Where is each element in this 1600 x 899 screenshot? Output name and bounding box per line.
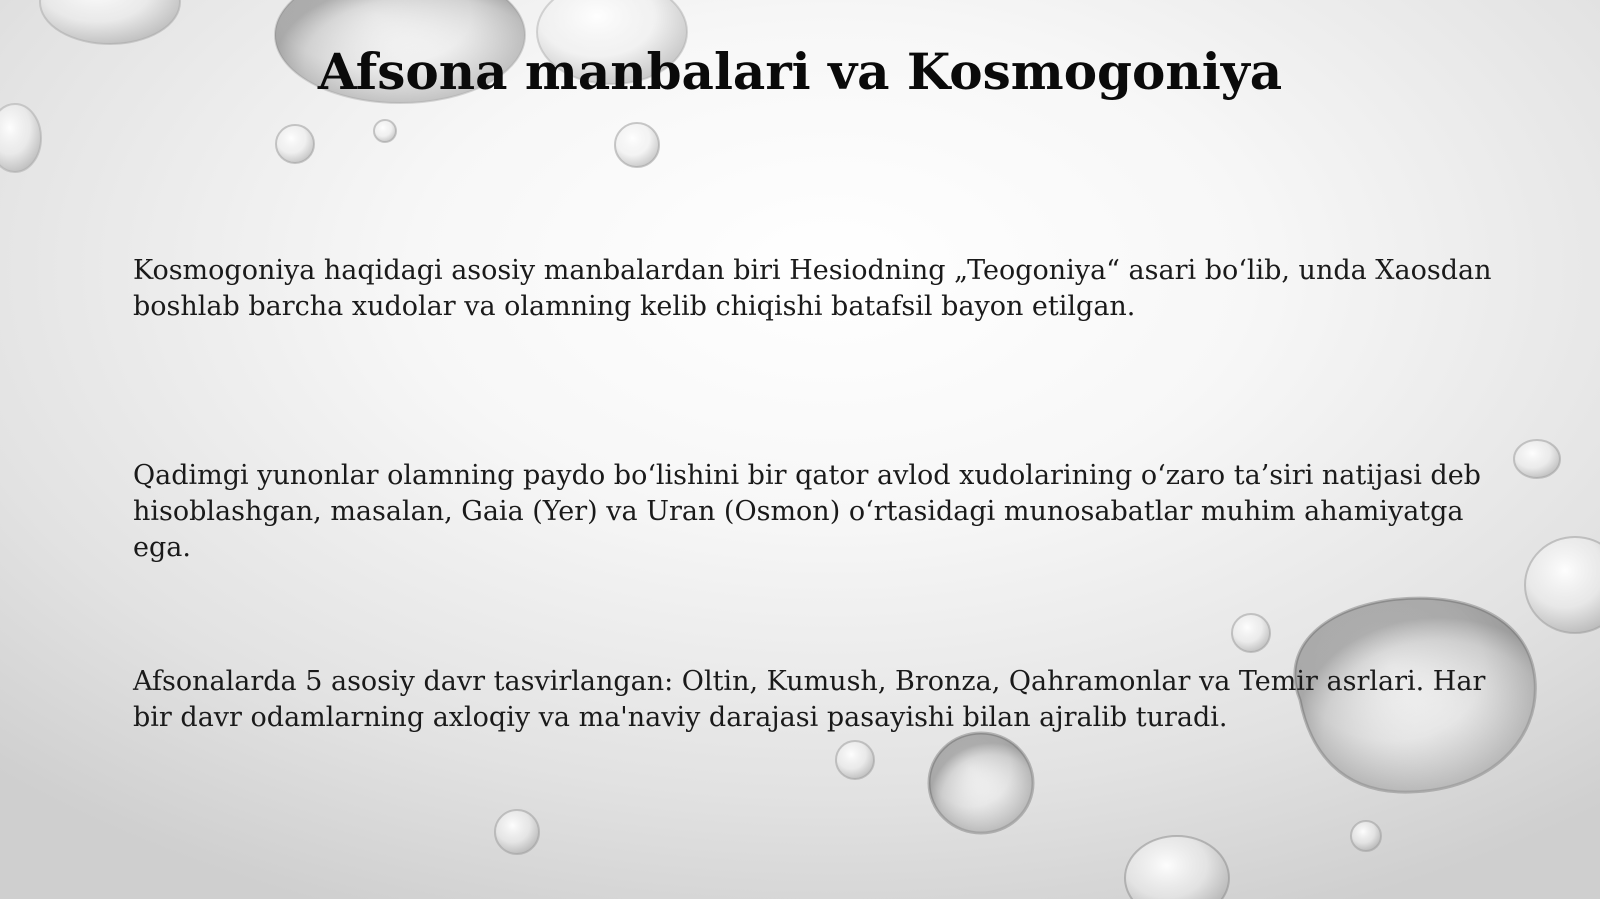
- water-drop: [495, 810, 539, 854]
- slide-title: Afsona manbalari va Kosmogoniya: [317, 42, 1283, 101]
- water-drop: [374, 120, 396, 142]
- water-drop: [1525, 537, 1600, 633]
- water-drop: [0, 104, 41, 172]
- water-drop: [1125, 836, 1229, 899]
- water-drop: [1232, 614, 1270, 652]
- paragraph-gaia-uran: Qadimgi yunonlar olamning paydo bo‘lishini bir qator avlod xudolarining o‘zaro ta’siri natijasi deb hisoblashgan, masalan, Gaia (Yer) va Uran (Osmon) o‘rtasidagi munosabatlar muhim ahamiyatga ega.: [133, 460, 1481, 563]
- water-drop: [276, 125, 314, 163]
- paragraph-five-ages: Afsonalarda 5 asosiy davr tasvirlangan: Oltin, Kumush, Bronza, Qahramonlar va Temir asrlari. Har bir davr odamlarning axloqiy va ma'naviy darajasi pasayishi bilan ajralib turadi.: [133, 666, 1486, 733]
- water-drop: [836, 741, 874, 779]
- water-drop: [615, 123, 659, 167]
- water-drop: [929, 733, 1033, 833]
- paragraph-teogoniya: Kosmogoniya haqidagi asosiy manbalardan biri Hesiodning „Teogoniya“ asari bo‘lib, unda Xaosdan boshlab barcha xudolar va olamning kelib chiqishi batafsil bayon etilgan.: [133, 255, 1492, 322]
- water-drop: [1514, 440, 1560, 478]
- water-drop: [40, 0, 180, 44]
- water-drop: [1351, 821, 1381, 851]
